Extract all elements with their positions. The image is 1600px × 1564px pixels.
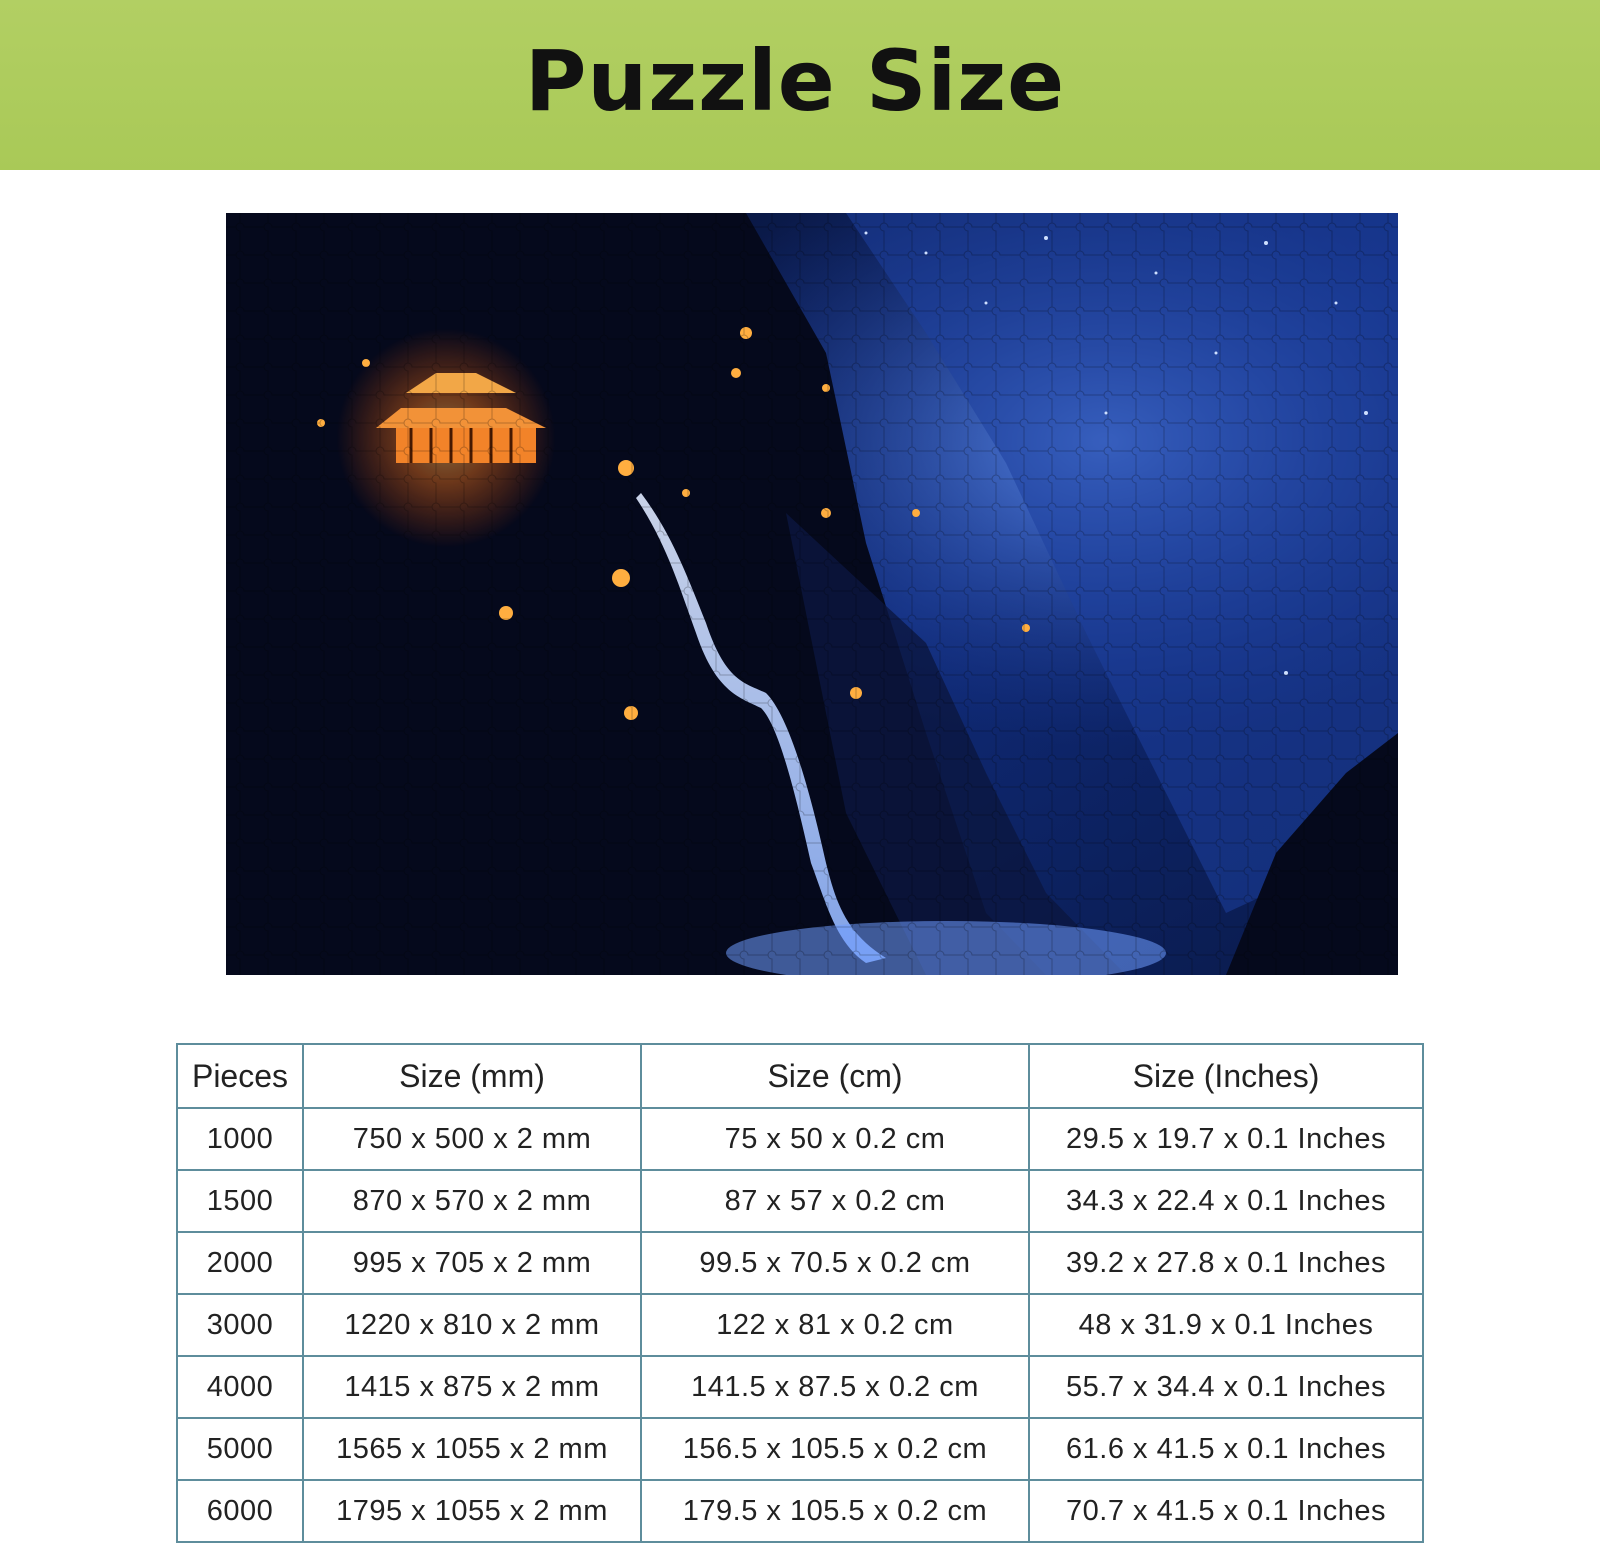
cell-size-inches: 39.2 x 27.8 x 0.1 Inches [1029,1232,1423,1294]
table-row [177,1418,1423,1480]
cell-size-mm: 1415 x 875 x 2 mm [303,1356,641,1418]
cell-pieces: 4000 [177,1356,303,1418]
cell-size-mm: 1220 x 810 x 2 mm [303,1294,641,1356]
cell-size-cm: 156.5 x 105.5 x 0.2 cm [641,1418,1029,1480]
cell-size-mm: 1795 x 1055 x 2 mm [303,1480,641,1542]
cell-pieces: 5000 [177,1418,303,1480]
cell-pieces: 1000 [177,1108,303,1170]
cell-pieces: 2000 [177,1232,303,1294]
cell-size-mm: 1565 x 1055 x 2 mm [303,1418,641,1480]
table-row [177,1108,1423,1170]
table-row [177,1294,1423,1356]
cell-size-inches: 48 x 31.9 x 0.1 Inches [1029,1294,1423,1356]
cell-size-inches: 55.7 x 34.4 x 0.1 Inches [1029,1356,1423,1418]
cell-pieces: 3000 [177,1294,303,1356]
table-header-row [177,1044,1423,1108]
cell-size-cm: 87 x 57 x 0.2 cm [641,1170,1029,1232]
cell-size-inches: 29.5 x 19.7 x 0.1 Inches [1029,1108,1423,1170]
table-row [177,1232,1423,1294]
cell-size-cm: 179.5 x 105.5 x 0.2 cm [641,1480,1029,1542]
title-banner [0,0,1600,170]
cell-size-inches: 34.3 x 22.4 x 0.1 Inches [1029,1170,1423,1232]
cell-size-inches: 61.6 x 41.5 x 0.1 Inches [1029,1418,1423,1480]
night-waterfall-temple-illustration [226,213,1398,975]
puzzle-artwork-image [226,213,1398,975]
header-size-inches: Size (Inches) [1029,1044,1423,1108]
cell-size-cm: 141.5 x 87.5 x 0.2 cm [641,1356,1029,1418]
header-pieces: Pieces [177,1044,303,1108]
cell-size-inches: 70.7 x 41.5 x 0.1 Inches [1029,1480,1423,1542]
cell-size-mm: 995 x 705 x 2 mm [303,1232,641,1294]
puzzle-size-table [176,1043,1424,1543]
cell-size-mm: 870 x 570 x 2 mm [303,1170,641,1232]
header-size-mm: Size (mm) [303,1044,641,1108]
cell-pieces: 6000 [177,1480,303,1542]
table-row [177,1356,1423,1418]
table-row [177,1480,1423,1542]
cell-size-cm: 99.5 x 70.5 x 0.2 cm [641,1232,1029,1294]
cell-size-cm: 75 x 50 x 0.2 cm [641,1108,1029,1170]
cell-pieces: 1500 [177,1170,303,1232]
table-row [177,1170,1423,1232]
page-title: Puzzle Size [524,32,1066,130]
cell-size-cm: 122 x 81 x 0.2 cm [641,1294,1029,1356]
header-size-cm: Size (cm) [641,1044,1029,1108]
cell-size-mm: 750 x 500 x 2 mm [303,1108,641,1170]
